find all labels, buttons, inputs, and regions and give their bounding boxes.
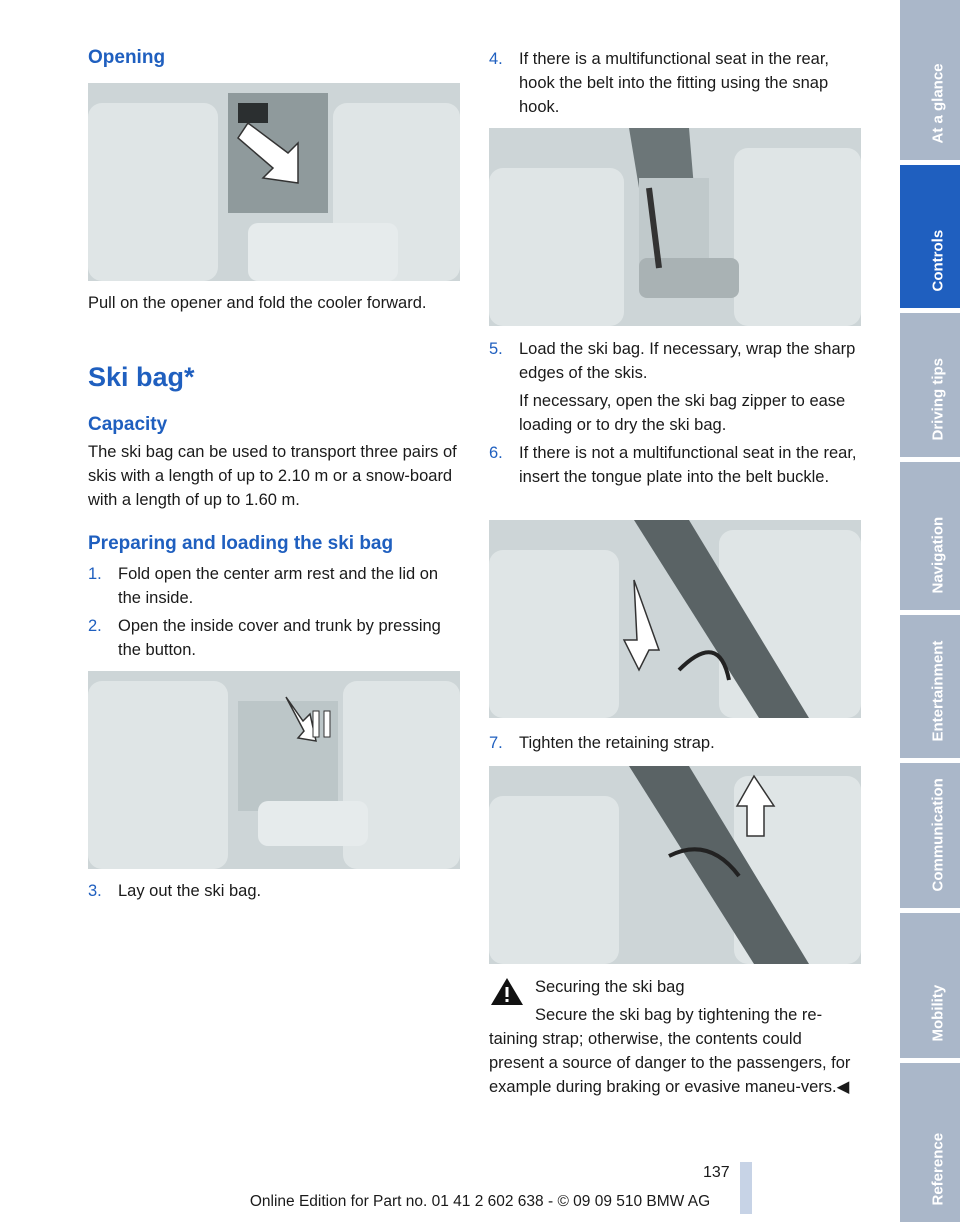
- tab-controls[interactable]: [900, 165, 960, 308]
- tab-driving-tips[interactable]: [900, 313, 960, 457]
- chapter-sidebar: [900, 0, 960, 1222]
- step-text: If there is a multifunctional seat in the rear, hook the belt into the fitting using the snap hook.: [519, 50, 829, 116]
- armrest-illustration: [88, 671, 460, 869]
- tab-label: Entertainment: [929, 640, 947, 742]
- step-number: 2.: [88, 617, 102, 635]
- tab-label: Communication: [929, 778, 947, 892]
- step-subtext: If necessary, open the ski bag zipper to ease loading or to dry the ski bag.: [519, 392, 846, 434]
- tab-label: Driving tips: [929, 357, 947, 441]
- tab-label: Reference: [929, 1132, 947, 1206]
- warning-title: Securing the ski bag: [535, 978, 685, 996]
- figure-retaining-strap: [489, 766, 861, 964]
- capacity-text: The ski bag can be used to transport three pairs of skis with a length of up to 2.10 m or a snow-board with a length of up to 1.60 m.: [88, 443, 457, 509]
- figure-tongue-plate: [489, 520, 861, 718]
- step-number: 5.: [489, 340, 503, 358]
- tab-navigation[interactable]: [900, 462, 960, 610]
- step-2: [88, 614, 460, 662]
- figure-snap-hook: [489, 128, 861, 326]
- tab-label: Controls: [929, 229, 947, 292]
- warning-text: taining strap; otherwise, the contents could present a source of danger to the passengers, for example during braking or evasive maneu-vers.◀: [489, 1030, 851, 1096]
- step-6: [489, 441, 861, 489]
- step-1: [88, 562, 460, 610]
- warning-line: Secure the ski bag by tightening the re-: [535, 1006, 823, 1024]
- page-number: 137: [703, 1164, 730, 1181]
- preparing-heading: Preparing and loading the ski bag: [88, 533, 394, 554]
- tab-communication[interactable]: [900, 763, 960, 908]
- step-5: [489, 337, 861, 437]
- step-text: Tighten the retaining strap.: [519, 734, 715, 752]
- tab-label: Navigation: [929, 516, 947, 594]
- step-text: If there is not a multifunctional seat in the rear, insert the tongue plate into the belt buckle.: [519, 444, 857, 486]
- step-4: [489, 47, 861, 119]
- tongue-plate-illustration: [489, 520, 861, 718]
- cooler-illustration: [88, 83, 460, 281]
- tab-entertainment[interactable]: [900, 615, 960, 758]
- figure-cooler-opening: [88, 83, 460, 281]
- warning-note: [489, 975, 861, 1099]
- ski-bag-heading: Ski bag*: [88, 362, 195, 392]
- footer-edition: Online Edition for Part no. 01 41 2 602 638 - © 09 09 510 BMW AG: [249, 1193, 711, 1210]
- step-text: Load the ski bag. If necessary, wrap the sharp edges of the skis.: [519, 340, 856, 382]
- opening-caption: Pull on the opener and fold the cooler forward.: [88, 294, 427, 312]
- snap-hook-illustration: [489, 128, 861, 326]
- step-number: 3.: [88, 882, 102, 900]
- step-text: Open the inside cover and trunk by pressing the button.: [118, 617, 441, 659]
- step-number: 7.: [489, 734, 503, 752]
- step-number: 1.: [88, 565, 102, 583]
- warning-triangle-icon: [489, 975, 525, 1007]
- step-number: 6.: [489, 444, 503, 462]
- step-number: 4.: [489, 50, 503, 68]
- tab-mobility[interactable]: [900, 913, 960, 1058]
- step-3: [88, 879, 460, 903]
- warning-body: [489, 1003, 861, 1099]
- tab-label: Mobility: [929, 984, 947, 1042]
- retaining-strap-illustration: [489, 766, 861, 964]
- figure-armrest-button: [88, 671, 460, 869]
- capacity-heading: Capacity: [88, 414, 168, 435]
- step-text: Lay out the ski bag.: [118, 882, 262, 900]
- tab-at-a-glance[interactable]: [900, 0, 960, 160]
- tab-label: At a glance: [929, 63, 947, 144]
- step-7: [489, 731, 861, 755]
- opening-heading: Opening: [88, 47, 166, 68]
- step-text: Fold open the center arm rest and the lid on the inside.: [118, 565, 439, 607]
